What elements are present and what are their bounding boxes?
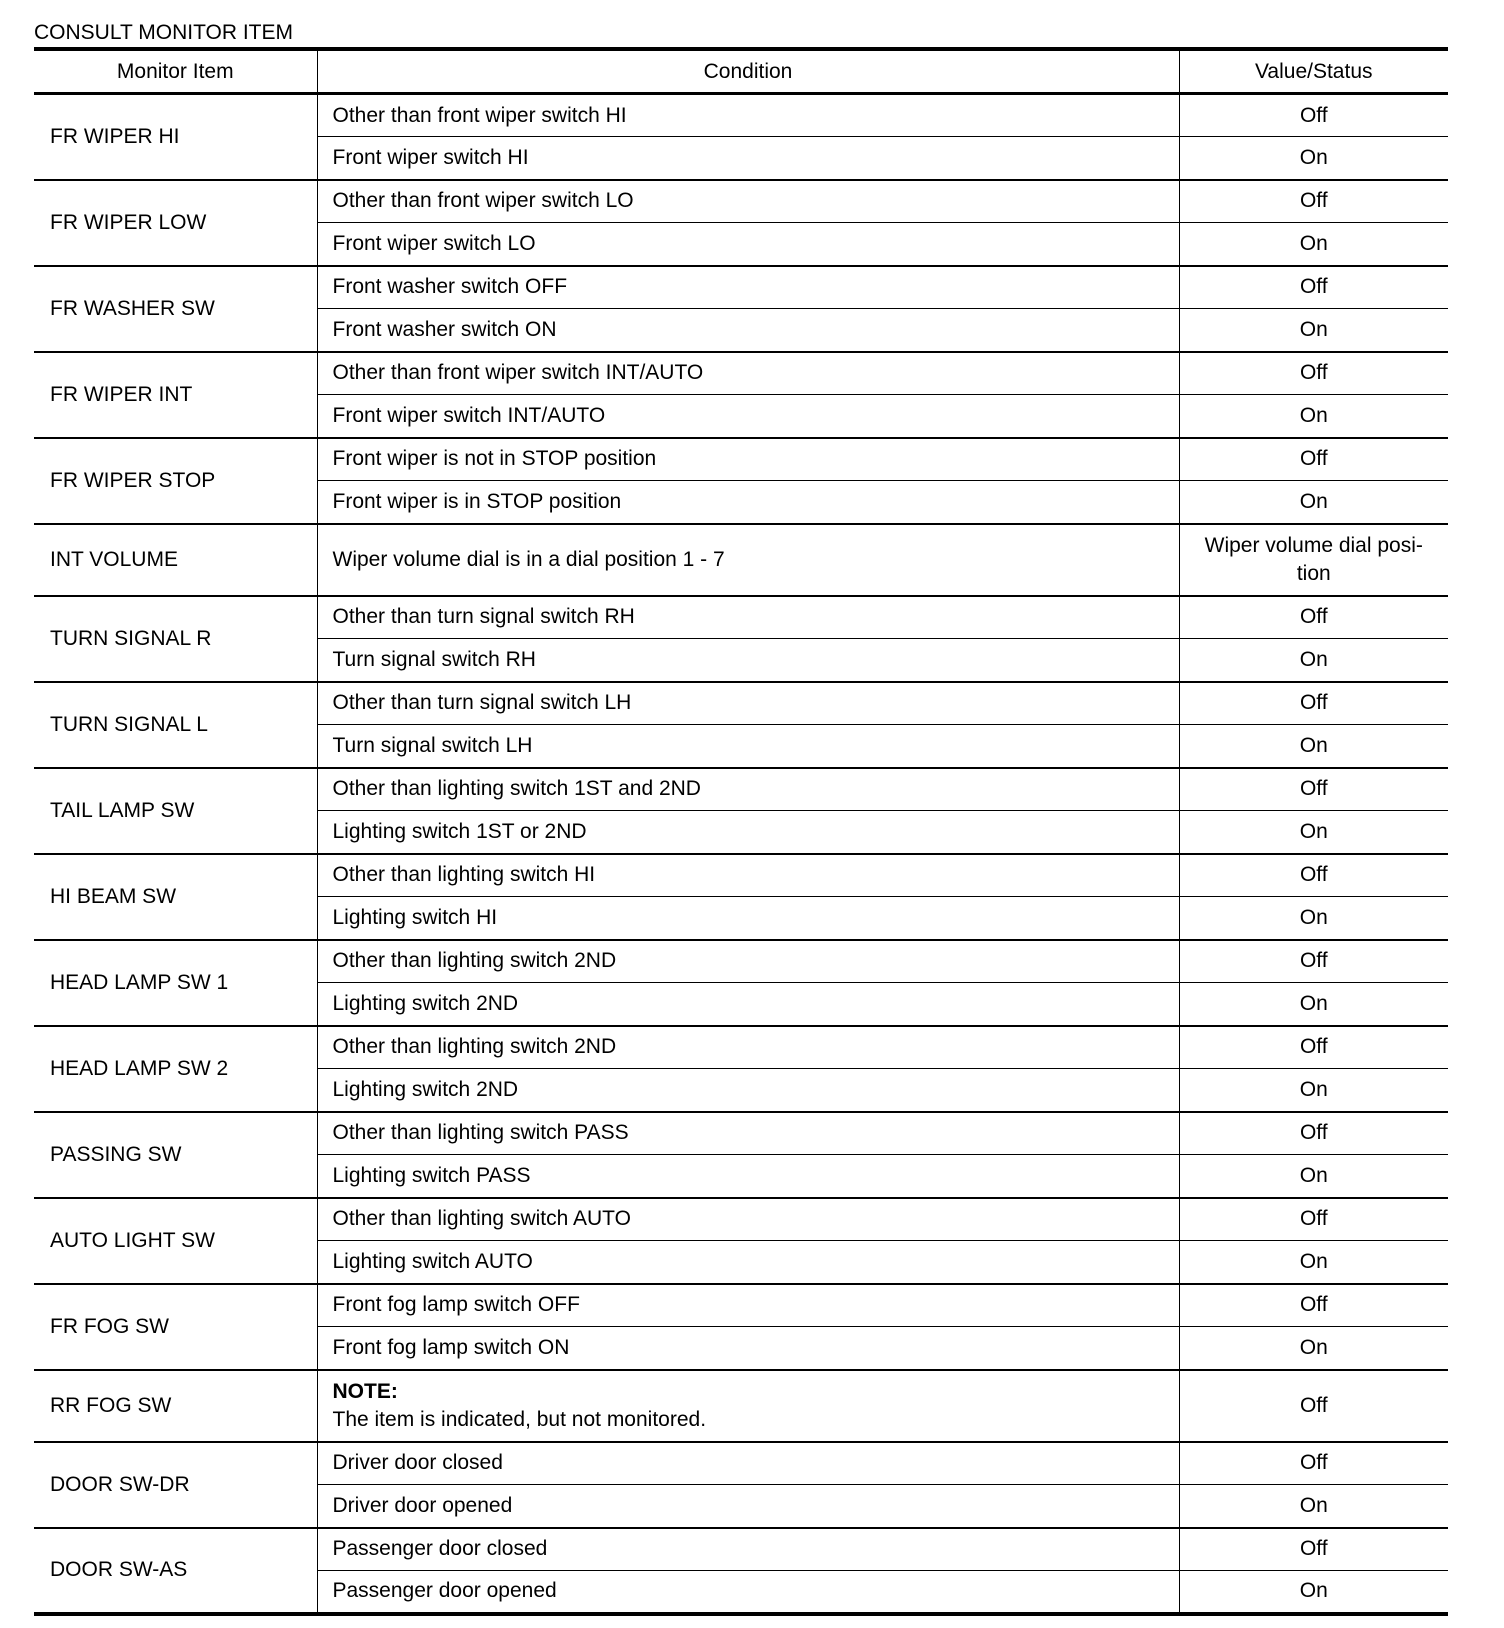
value-status-cell: Off [1179, 1528, 1448, 1571]
table-row [34, 1442, 1448, 1485]
condition-cell: Other than lighting switch HI [317, 854, 1179, 897]
table-row [34, 1370, 1448, 1442]
condition-cell: Passenger door closed [317, 1528, 1179, 1571]
condition-cell: Lighting switch AUTO [317, 1241, 1179, 1284]
table-row [34, 596, 1448, 639]
condition-cell: Other than front wiper switch INT/AUTO [317, 352, 1179, 395]
table-row [34, 1026, 1448, 1069]
monitor-item-cell: FR WIPER INT [34, 352, 317, 438]
table-row [34, 1112, 1448, 1155]
value-status-cell: Off [1179, 1442, 1448, 1485]
page-title: CONSULT MONITOR ITEM [34, 21, 294, 44]
value-status-cell: Off [1299, 103, 1328, 127]
condition-cell: Wiper volume dial is in a dial position 1 - 7 [317, 524, 1179, 596]
monitor-item-cell: AUTO LIGHT SW [34, 1198, 317, 1284]
condition-cell: Front wiper switch INT/AUTO [317, 395, 1179, 438]
condition-cell: Lighting switch HI [317, 897, 1179, 940]
table-row [34, 940, 1448, 983]
value-status-cell: Off [1179, 1112, 1448, 1155]
monitor-item-cell: FR WIPER HI [50, 124, 180, 148]
table-row [34, 94, 1448, 137]
value-status-cell: Off [1179, 682, 1448, 725]
table-row [34, 1284, 1448, 1327]
table-row [34, 854, 1448, 897]
value-status-cell: Off [1179, 1026, 1448, 1069]
value-status-cell: On [1179, 639, 1448, 682]
value-status-cell: Off [1179, 854, 1448, 897]
table-row [34, 1198, 1448, 1241]
table-body [34, 94, 1448, 1614]
condition-cell: Lighting switch 1ST or 2ND [317, 811, 1179, 854]
value-status-cell: On [1179, 983, 1448, 1026]
value-status-cell: Off [1179, 1198, 1448, 1241]
condition-cell: Passenger door opened [317, 1571, 1179, 1614]
monitor-item-cell: HEAD LAMP SW 2 [34, 1026, 317, 1112]
monitor-item-cell: DOOR SW-DR [34, 1442, 317, 1528]
value-status-cell: On [1179, 1155, 1448, 1198]
condition-cell: Other than turn signal switch RH [317, 596, 1179, 639]
condition-cell: Driver door closed [317, 1442, 1179, 1485]
monitor-item-cell: FR WIPER STOP [34, 438, 317, 524]
condition-cell: Lighting switch 2ND [317, 1069, 1179, 1112]
value-status-cell: Off [1179, 1370, 1448, 1442]
consult-monitor-table [34, 47, 1448, 1616]
header-row [34, 49, 1448, 94]
condition-cell: Other than lighting switch 1ST and 2ND [317, 768, 1179, 811]
value-status-cell: On [1179, 137, 1448, 180]
value-status-cell: On [1179, 1571, 1448, 1614]
monitor-item-cell: FR FOG SW [34, 1284, 317, 1370]
table-row [34, 352, 1448, 395]
condition-cell: Front wiper is not in STOP position [317, 438, 1179, 481]
value-status-cell: On [1179, 309, 1448, 352]
condition-cell: Other than front wiper switch HI [317, 94, 1179, 137]
value-status-cell: On [1179, 1485, 1448, 1528]
value-status-cell: On [1179, 223, 1448, 266]
value-status-cell: Off [1179, 180, 1448, 223]
value-status-cell: Off [1179, 940, 1448, 983]
table-header [34, 49, 1448, 94]
value-status-cell: Off [1179, 1284, 1448, 1327]
header-value-status: Value/Status [1179, 49, 1448, 94]
monitor-item-cell: FR WIPER LOW [34, 180, 317, 266]
condition-cell: Other than front wiper switch LO [317, 180, 1179, 223]
monitor-item-cell: RR FOG SW [34, 1370, 317, 1442]
value-status-cell: Wiper volume dial posi- tion [1179, 524, 1448, 596]
condition-cell: Front wiper is in STOP position [317, 481, 1179, 524]
condition-cell: Other than turn signal switch LH [317, 682, 1179, 725]
header-monitor-item: Monitor Item [34, 49, 317, 94]
monitor-item-cell: INT VOLUME [34, 524, 317, 596]
value-status-cell: Off [1179, 768, 1448, 811]
value-status-cell: On [1179, 897, 1448, 940]
table-row [34, 768, 1448, 811]
value-status-cell: Off [1179, 596, 1448, 639]
value-status-cell: On [1179, 1327, 1448, 1370]
monitor-item-cell: DOOR SW-AS [34, 1528, 317, 1614]
value-status-cell: On [1179, 481, 1448, 524]
note-text: The item is indicated, but not monitored. [332, 1407, 707, 1431]
value-status-cell: On [1179, 725, 1448, 768]
condition-cell: Front washer switch OFF [317, 266, 1179, 309]
table-row [34, 180, 1448, 223]
value-status-cell: Off [1179, 352, 1448, 395]
monitor-item-cell: TAIL LAMP SW [34, 768, 317, 854]
monitor-item-cell: TURN SIGNAL L [34, 682, 317, 768]
value-status-cell: Off [1179, 438, 1448, 481]
condition-cell: Front fog lamp switch OFF [317, 1284, 1179, 1327]
condition-cell [317, 1370, 1179, 1442]
condition-cell: Turn signal switch LH [317, 725, 1179, 768]
monitor-item-cell: HI BEAM SW [34, 854, 317, 940]
table-row [34, 1528, 1448, 1571]
monitor-item-cell: HEAD LAMP SW 1 [34, 940, 317, 1026]
table-row [34, 682, 1448, 725]
condition-cell: Front wiper switch HI [317, 137, 1179, 180]
monitor-item-cell: TURN SIGNAL R [34, 596, 317, 682]
condition-cell: Driver door opened [317, 1485, 1179, 1528]
value-status-cell: On [1179, 811, 1448, 854]
condition-cell: Other than lighting switch PASS [317, 1112, 1179, 1155]
value-status-cell: On [1179, 1069, 1448, 1112]
note-heading: NOTE: [332, 1379, 398, 1403]
value-status-cell: On [1179, 395, 1448, 438]
value-status-cell: Off [1179, 266, 1448, 309]
header-condition: Condition [317, 49, 1179, 94]
condition-cell: Front wiper switch LO [317, 223, 1179, 266]
condition-cell: Other than lighting switch AUTO [317, 1198, 1179, 1241]
condition-cell: Lighting switch 2ND [317, 983, 1179, 1026]
table-row [34, 524, 1448, 596]
table-row [34, 438, 1448, 481]
condition-cell: Lighting switch PASS [317, 1155, 1179, 1198]
value-status-cell: On [1179, 1241, 1448, 1284]
condition-cell: Turn signal switch RH [317, 639, 1179, 682]
monitor-item-cell: FR WASHER SW [34, 266, 317, 352]
monitor-item-cell: PASSING SW [34, 1112, 317, 1198]
condition-cell: Front fog lamp switch ON [317, 1327, 1179, 1370]
condition-cell: Other than lighting switch 2ND [317, 1026, 1179, 1069]
table-row [34, 266, 1448, 309]
condition-cell: Other than lighting switch 2ND [317, 940, 1179, 983]
condition-cell: Front washer switch ON [317, 309, 1179, 352]
